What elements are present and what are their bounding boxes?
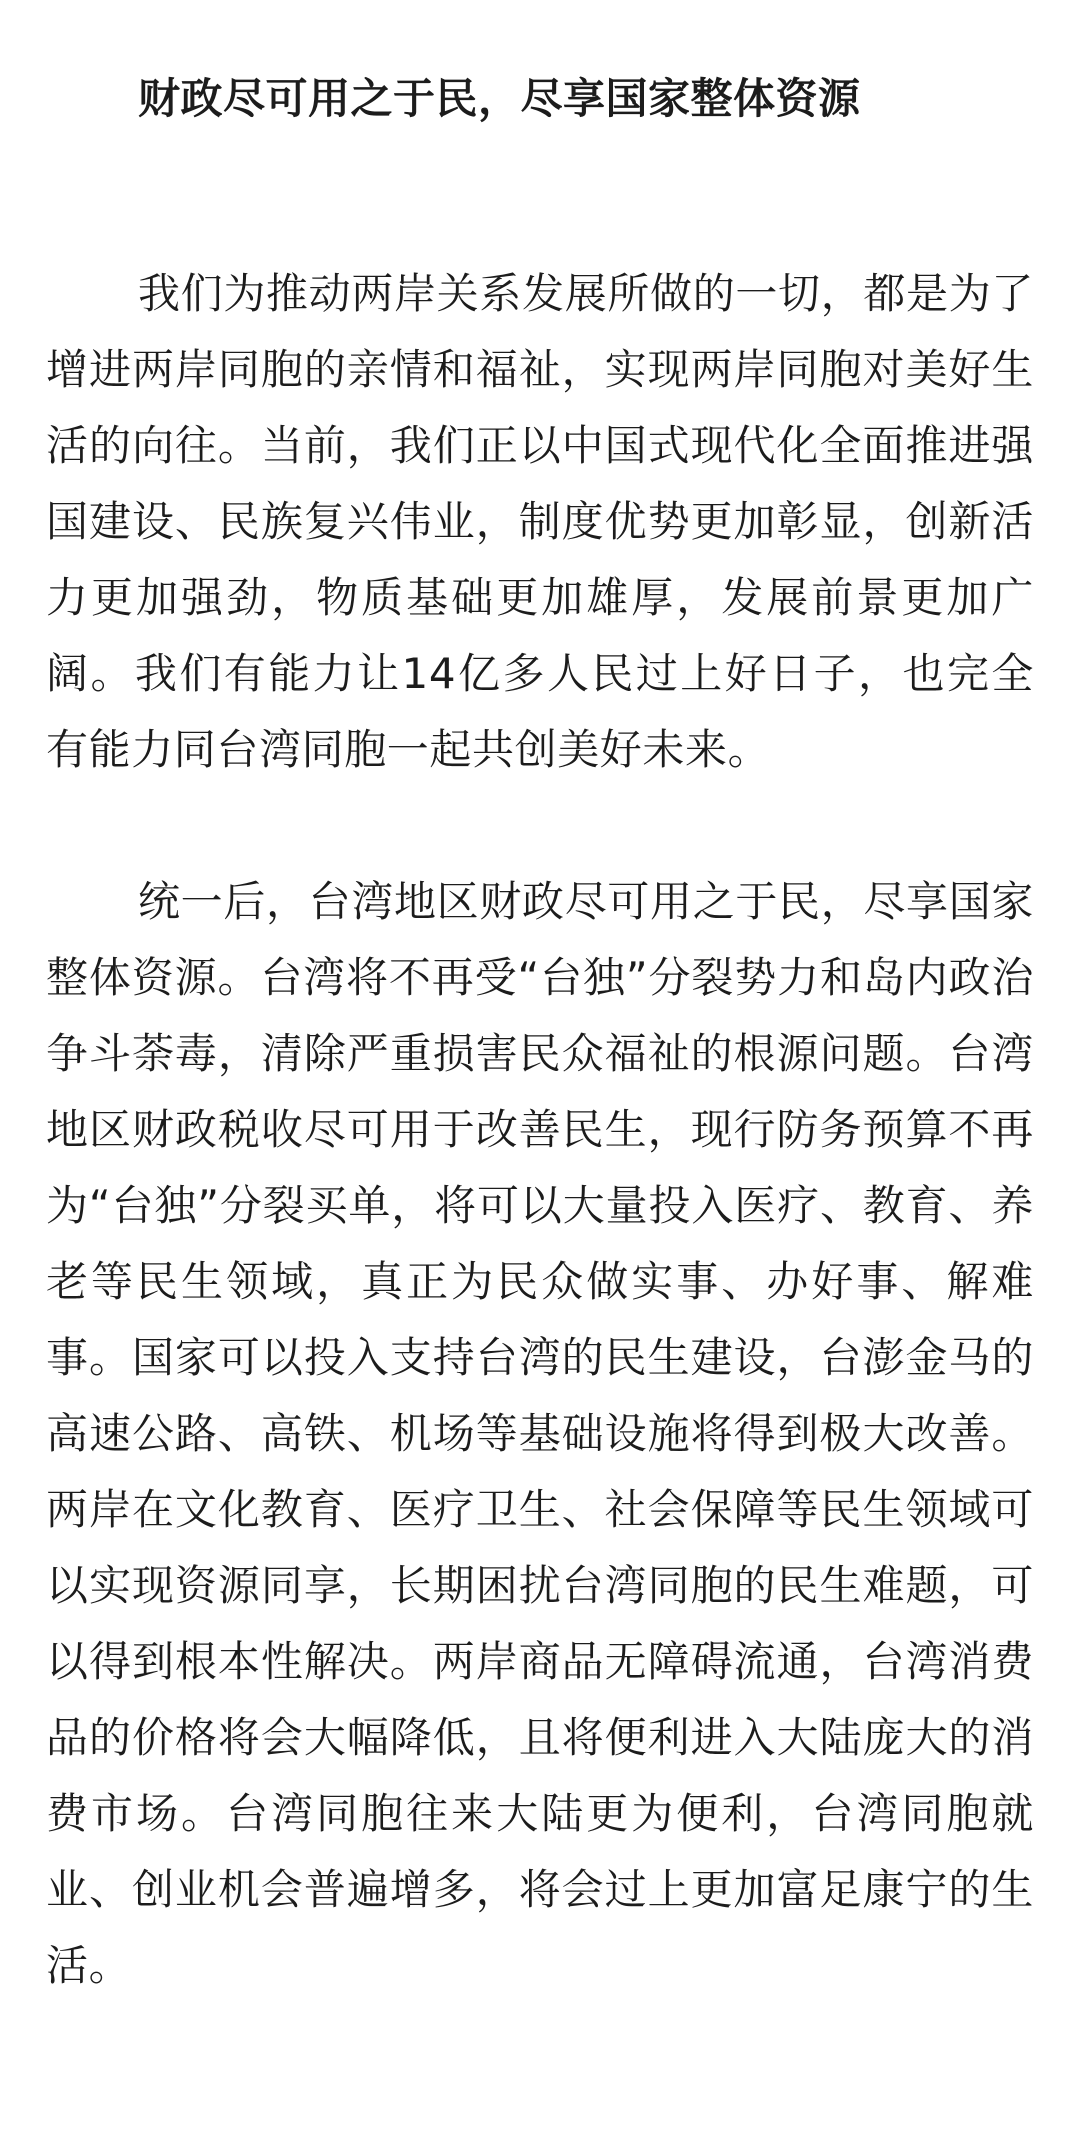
article-paragraph-2: 统一后，台湾地区财政尽可用之于民，尽享国家整体资源。台湾将不再受“台独”分裂势力和岛内政治争斗荼毒，清除严重损害民众福祉的根源问题。台湾地区财政税收尽可用于改善民生，现行防务预算不再为“台独”分裂买单，将可以大量投入医疗、教育、养老等民生领域，真正为民众做实事、办好事、解难事。国家可以投入支持台湾的民生建设，台澎金马的高速公路、高铁、机场等基础设施将得到极大改善。两岸在文化教育、医疗卫生、社会保障等民生领域可以实现资源同享，长期困扰台湾同胞的民生难题，可以得到根本性解决。两岸商品无障碍流通，台湾消费品的价格将会大幅降低，且将便利进入大陆庞大的消费市场。台湾同胞往来大陆更为便利，台湾同胞就业、创业机会普遍增多，将会过上更加富足康宁的生活。 — [46, 877, 1034, 1990]
article-title: 财政尽可用之于民，尽享国家整体资源 — [138, 74, 861, 123]
article-paragraph-1: 我们为推动两岸关系发展所做的一切，都是为了增进两岸同胞的亲情和福祉，实现两岸同胞对美好生活的向往。当前，我们正以中国式现代化全面推进强国建设、民族复兴伟业，制度优势更加彰显，创新活力更加强劲，物质基础更加雄厚，发展前景更加广阔。我们有能力让14亿多人民过上好日子，也完全有能力同台湾同胞一起共创美好未来。 — [46, 269, 1034, 774]
